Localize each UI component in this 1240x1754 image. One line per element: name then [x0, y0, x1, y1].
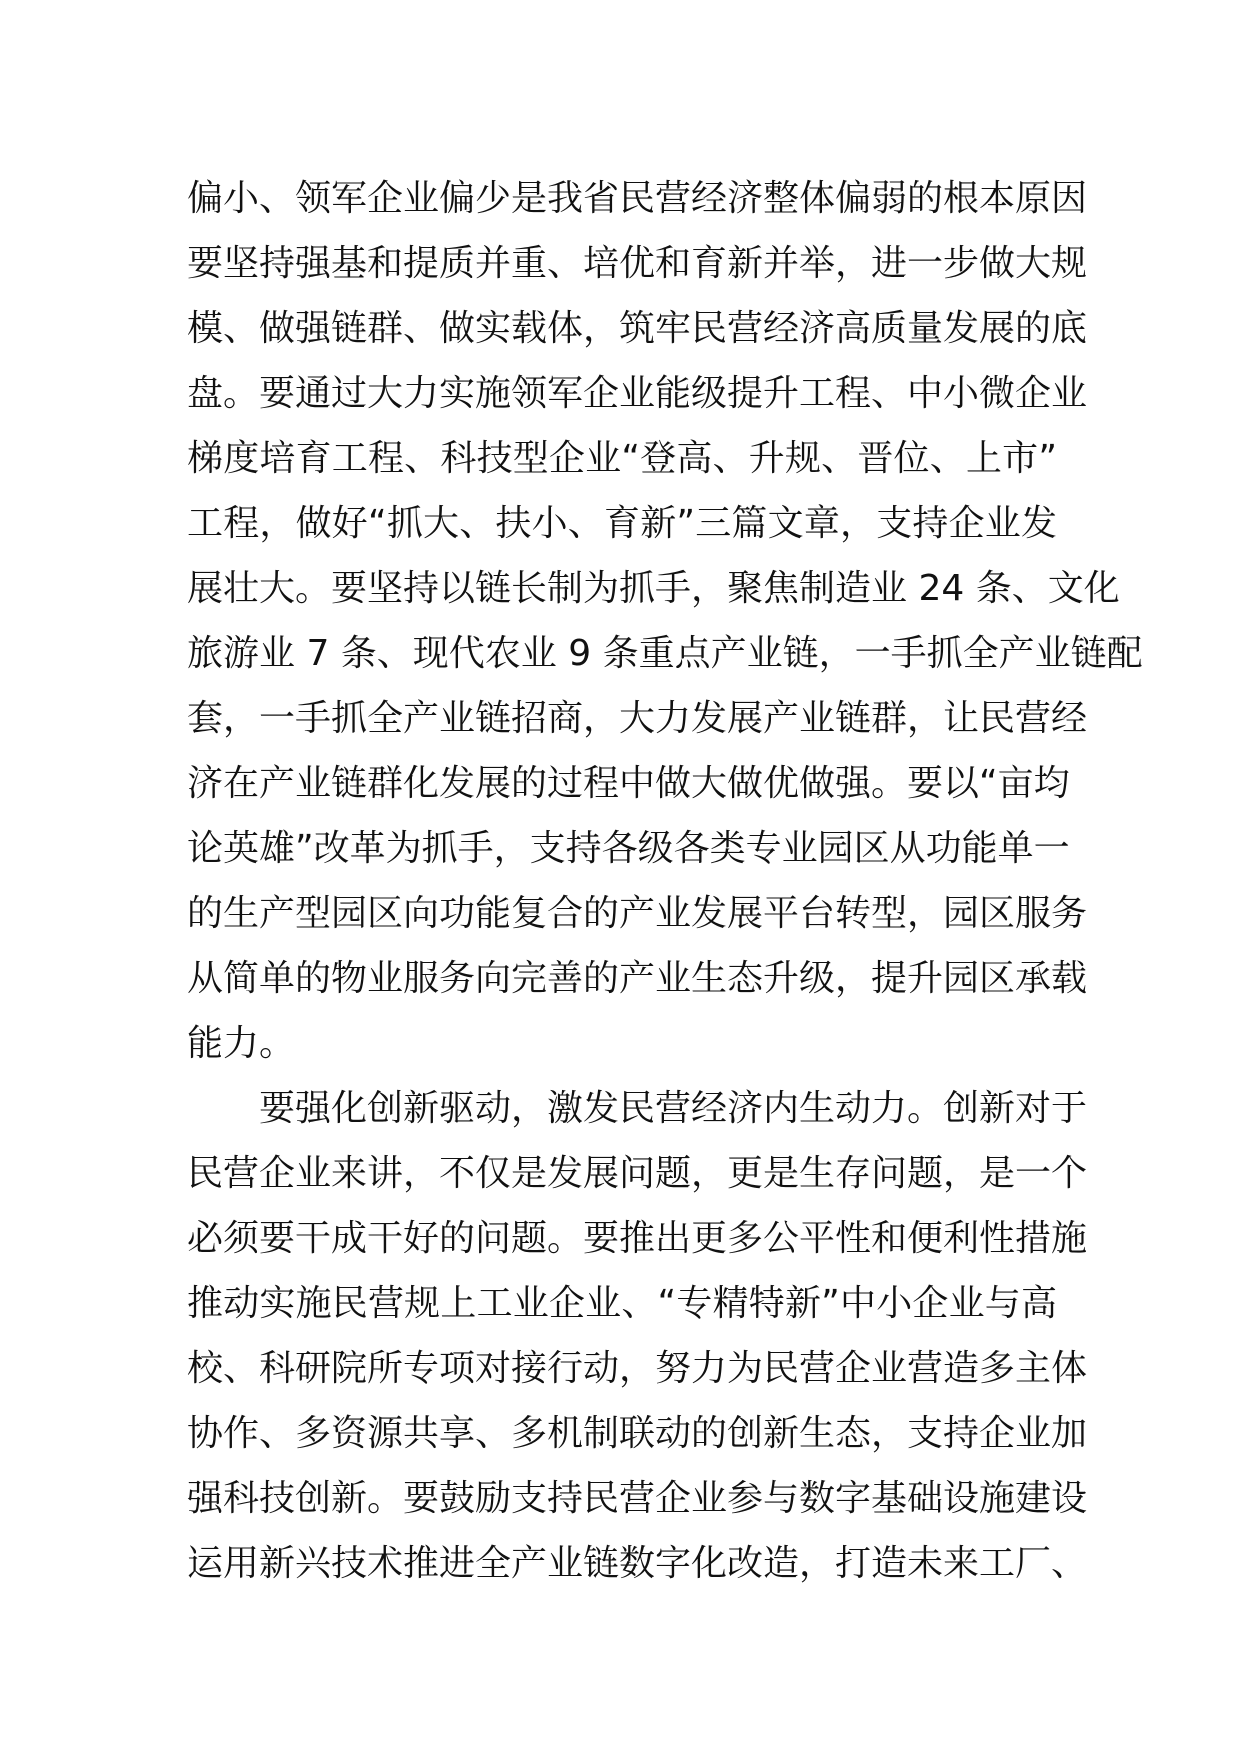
- paragraph-line: 民营企业来讲，不仅是发展问题，更是生存问题，是一个: [187, 1153, 1088, 1194]
- paragraph-line: 强科技创新。要鼓励支持民营企业参与数字基础设施建设: [187, 1478, 1088, 1519]
- paragraph-line: 济在产业链群化发展的过程中做大做优做强。要以“亩均: [187, 763, 1070, 804]
- body-text: [187, 166, 1143, 1596]
- paragraph: [187, 1076, 1088, 1596]
- paragraph-line: 模、做强链群、做实载体，筑牢民营经济高质量发展的底: [187, 308, 1088, 349]
- paragraph-line: 的生产型园区向功能复合的产业发展平台转型，园区服务: [187, 893, 1088, 934]
- paragraph-line: 梯度培育工程、科技型企业“登高、升规、晋位、上市”: [187, 438, 1057, 479]
- paragraph-line: 工程，做好“抓大、扶小、育新”三篇文章，支持企业发: [187, 503, 1057, 544]
- paragraph-line: 能力。: [187, 1023, 296, 1064]
- paragraph-line: 要坚持强基和提质并重、培优和育新并举，进一步做大规: [187, 243, 1088, 284]
- paragraph-line: 校、科研院所专项对接行动，努力为民营企业营造多主体: [187, 1348, 1088, 1389]
- paragraph-line: 协作、多资源共享、多机制联动的创新生态，支持企业加: [187, 1413, 1088, 1454]
- paragraph-line: 论英雄”改革为抓手，支持各级各类专业园区从功能单一: [187, 828, 1070, 869]
- paragraph-line: 必须要干成干好的问题。要推出更多公平性和便利性措施: [187, 1218, 1088, 1259]
- paragraph-line: 推动实施民营规上工业企业、“专精特新”中小企业与高: [187, 1283, 1057, 1324]
- paragraph-line: 要强化创新驱动，激发民营经济内生动力。创新对于: [259, 1088, 1088, 1129]
- paragraph-line: 盘。要通过大力实施领军企业能级提升工程、中小微企业: [187, 373, 1088, 414]
- paragraph-line: 套，一手抓全产业链招商，大力发展产业链群，让民营经: [187, 698, 1088, 739]
- paragraph-line: 从简单的物业服务向完善的产业生态升级，提升园区承载: [187, 958, 1088, 999]
- paragraph-line: 运用新兴技术推进全产业链数字化改造，打造未来工厂、: [187, 1543, 1088, 1584]
- paragraph-line: 旅游业 7 条、现代农业 9 条重点产业链，一手抓全产业链配: [187, 633, 1143, 674]
- paragraph-line: 展壮大。要坚持以链长制为抓手，聚焦制造业 24 条、文化: [187, 568, 1120, 609]
- paragraph: [187, 166, 1143, 1076]
- paragraph-line: 偏小、领军企业偏少是我省民营经济整体偏弱的根本原因: [187, 178, 1088, 219]
